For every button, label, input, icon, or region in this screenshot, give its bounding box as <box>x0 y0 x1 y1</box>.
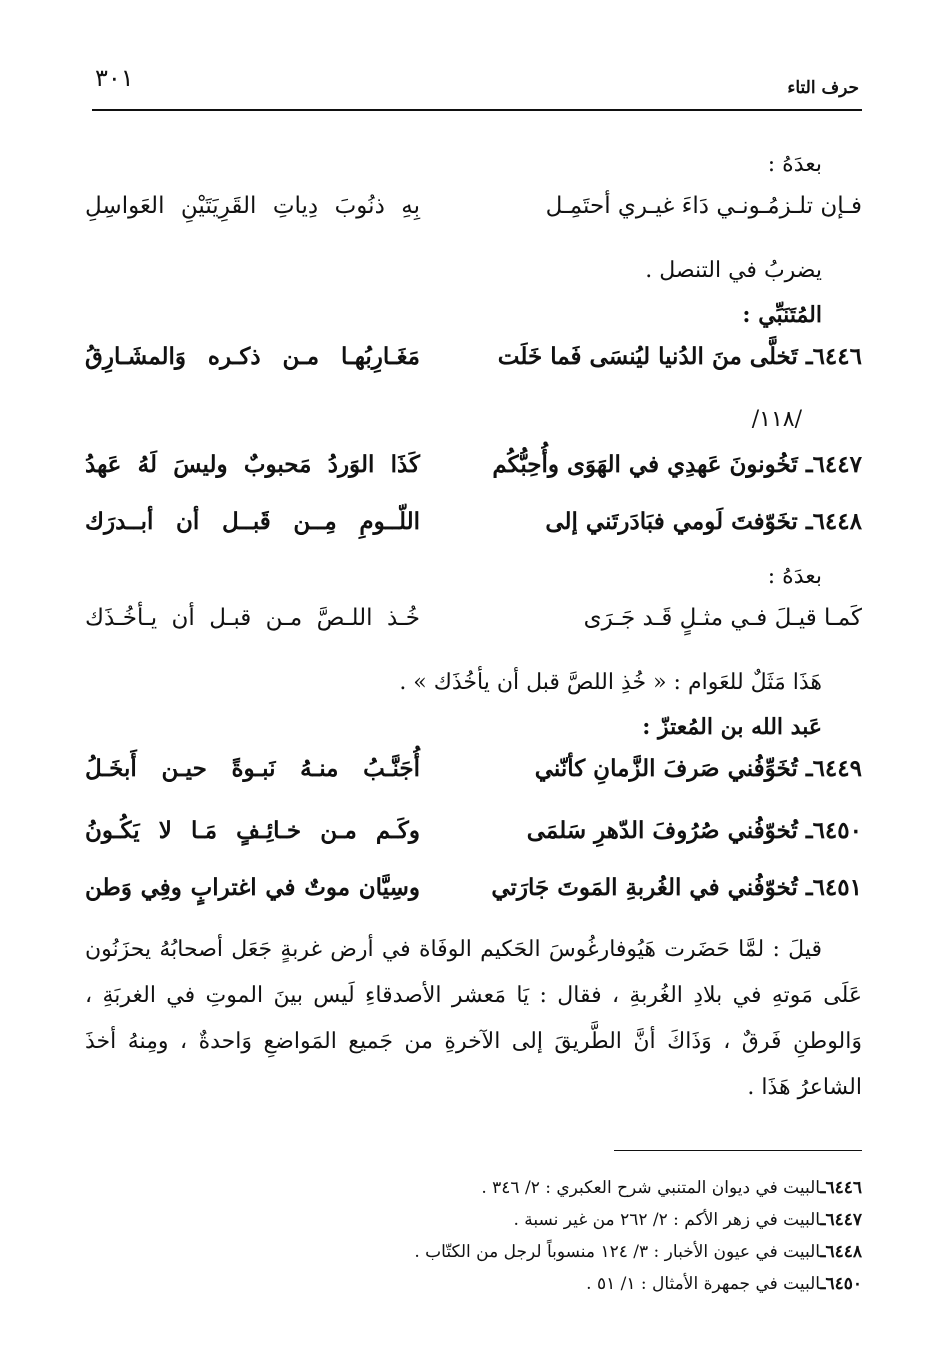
section-label: بعدَهُ : <box>767 152 822 177</box>
verse-number: ٦٤٥١ـ <box>805 874 862 901</box>
poet-name: عَبد الله بن المُعتزّ : <box>642 714 822 740</box>
prose-line: هَذَا مَثَلٌ للعَوام : « خُذِ اللصَّ قبل أن يأخُذَك » . <box>399 670 822 695</box>
verse-first-hemistich <box>492 451 862 478</box>
footnote-number: ٦٤٤٧ـ <box>820 1210 862 1230</box>
verse-first-hemistich <box>510 817 862 844</box>
footnote-item <box>85 1236 862 1268</box>
footnotes <box>85 1172 862 1300</box>
footnote-text: البيت في عيون الأخبار : ٣/ ١٢٤ منسوباً لرجل من الكتّاب . <box>414 1242 821 1262</box>
footnote-text: البيت في زهر الأكم : ٢/ ٢٦٢ من غير نسبة . <box>513 1210 821 1230</box>
running-title: حرف التاء <box>787 78 859 98</box>
verse-6451 <box>85 866 862 923</box>
verse-6449 <box>85 747 862 809</box>
page-number: ٣٠١ <box>95 64 134 92</box>
footnote-rule <box>614 1150 862 1151</box>
verse-number: ٦٤٤٧ـ <box>805 451 862 478</box>
footnote-text: البيت في جمهرة الأمثال : ١/ ٥١ . <box>586 1274 821 1294</box>
verse-number: ٦٤٤٦ـ <box>805 343 862 370</box>
verse-number: ٦٤٤٨ـ <box>805 508 862 535</box>
verse-first-hemistich <box>497 343 862 370</box>
footnote-number: ٦٤٥٠ـ <box>820 1274 862 1294</box>
verse-first-hemistich: فـإن تلـزمُـونـي دَاءَ غيـري أحتَمِـل <box>545 193 862 219</box>
manuscript-reference: /١١٨/ <box>751 407 802 432</box>
footnote-number: ٦٤٤٦ـ <box>820 1178 862 1198</box>
verse-first-text: تخَوّفتَ لَومي فبَادَرتَني إلى <box>545 508 798 535</box>
verse-second-hemistich: مَغَـارِبُهـا مـن ذكـره وَالمشَـارِقُ <box>85 343 420 370</box>
verse-second-hemistich: وسِيَّان موتٌ في اغترابٍ وفِي وَطن <box>85 874 420 901</box>
verse-second-hemistich: اللّــومِ مِــن قَبــل أن أبــدرَك <box>85 508 420 535</box>
footnote-item <box>85 1172 862 1204</box>
verse-number: ٦٤٤٩ـ <box>805 755 862 782</box>
section-label: بعدَهُ : <box>767 564 822 589</box>
poet-name: المُتَنَبِّي : <box>742 302 822 328</box>
verse-6446 <box>85 335 862 397</box>
verse-first-hemistich: كَمـا قيـلَ فـي مثـلٍ قَـد جَـرَى <box>583 605 862 631</box>
verse-second-hemistich: خُـذ اللـصَّ مـن قبـل أن يـأخُـذَك <box>85 605 420 631</box>
footnote-item <box>85 1268 862 1300</box>
verse-second-hemistich: أُجَنَّـبُ منـهُ نَبـوةً حيـن أَبخَـلُ <box>85 755 420 782</box>
verse-6448 <box>85 500 862 557</box>
verse-second-hemistich: كَذَا الوَردُ مَحبوبٌ وليسَ لَهُ عَهدُ <box>85 451 420 478</box>
verse-first-text: تَخلَّى منَ الدُنيا ليُنسَى فَما خَلَت <box>497 343 798 370</box>
header-rule <box>92 109 862 111</box>
verse-first-text: تُخوّفُني صُرُوفَ الدّهرِ سَلمَى <box>526 817 798 844</box>
prose-paragraph: قيلَ : لمَّا حَضَرت هَيُوفارغُوسَ الحَكيم الوفَاة في أرض غربةٍ جَعَل أصحابُهُ يحزَنُون عَلَى مَوتهِ في بلادِ الغُربةِ ، فقال : يَا مَعشر الأصدقاءِ لَيس بينَ الموتِ في الغربَةِ ، وَالوطنِ فَرقٌ ، وَذَاكَ أنَّ الطَّريقَ إلى الآخرةِ من جَميع المَواضعِ وَاحدةٌ ، ومِنهُ أخذَ الشاعرُ هَذَا . <box>85 937 862 1100</box>
prose-line: يضربُ في التنصل . <box>645 258 822 283</box>
verse-first-hemistich <box>510 755 862 782</box>
verse-first-text: تُخوّفُني في الغُربةِ المَوتَ جَارَتي <box>491 874 798 901</box>
verse-first-hemistich <box>510 508 862 535</box>
footnote-item <box>85 1204 862 1236</box>
verse <box>85 597 862 659</box>
verse-first-text: تَخُونونَ عَهدِي في الهَوَى وأُحِبُّكُم <box>492 451 798 478</box>
verse-second-hemistich: وكَـم مـن خـائِـفٍ مَـا لا يَكُـونُ <box>85 817 420 844</box>
page-header <box>95 60 859 102</box>
footnote-number: ٦٤٤٨ـ <box>820 1242 862 1262</box>
verse-second-hemistich: بِهِ ذنُوبَ دِياتِ القَرِيَتَيْنِ العَواسِلِ <box>85 193 420 219</box>
verse-number: ٦٤٥٠ـ <box>805 817 862 844</box>
verse-first-text: تُخَوِّفُني صَرفَ الزَّمانِ كأنّني <box>534 755 798 782</box>
footnote-text: البيت في ديوان المتنبي شرح العكبري : ٢/ ٣٤٦ . <box>481 1178 821 1198</box>
verse-first-hemistich <box>491 874 862 901</box>
verse-6450 <box>85 809 862 866</box>
verse <box>85 185 862 247</box>
verse-6447 <box>85 443 862 500</box>
page-body <box>85 145 862 1111</box>
